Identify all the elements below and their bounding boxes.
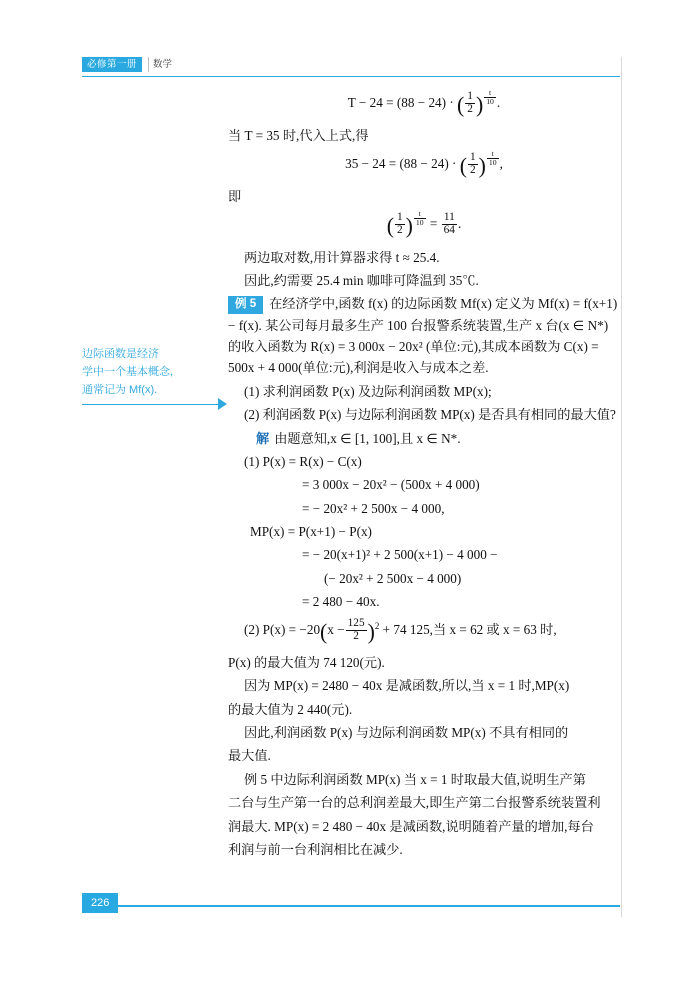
margin-note-line-1: 边际函数是经济 — [82, 348, 159, 360]
line-logarithm: 两边取对数,用计算器求得 t ≈ 25.4. — [244, 249, 440, 265]
closing-note-line-2: 二台与生产第一台的总利润差最大,即生产第二台报警系统装置利 — [228, 795, 601, 811]
closing-note-line-1: 例 5 中边际利润函数 MP(x) 当 x = 1 时取最大值,说明生产第 — [244, 771, 586, 787]
paren-close: ) — [478, 153, 486, 178]
line-substitute: 当 T = 35 时,代入上式,得 — [228, 128, 369, 144]
solution-part2-line-4: 的最大值为 2 440(元). — [228, 701, 353, 717]
header-subject-label: 数学 — [148, 57, 176, 72]
solution-line-1: (1) P(x) = R(x) − C(x) — [244, 453, 362, 469]
solution-line-2: = 3 000x − 20x² − (500x + 4 000) — [302, 477, 480, 493]
closing-note-line-4: 利润与前一台利润相比在减少. — [228, 841, 403, 857]
main-content — [228, 88, 620, 862]
paren-open: ( — [457, 93, 465, 117]
solution-part2-line-5: 因此,利润函数 P(x) 与边际利润函数 MP(x) 不具有相同的 — [244, 725, 569, 740]
equation-2: 35 − 24 = (88 − 24) · ( $\frac{1}{2}$ ) $^{\frac{t}{10}}$ , — [228, 149, 620, 184]
fraction-half: $\frac{1}{2}$ — [396, 211, 403, 237]
paren-close: ) — [475, 93, 484, 117]
margin-note-line-2: 学中一个基本概念, — [82, 365, 174, 378]
solution-part2-line-3: 因为 MP(x) = 2480 − 40x 是减函数,所以,当 x = 1 时,MP(x) — [244, 678, 570, 694]
paren-open: ( — [386, 214, 394, 239]
margin-note-leader-line — [82, 404, 220, 405]
solution-part2-line-2: P(x) 的最大值为 74 120(元). — [228, 654, 385, 670]
right-margin-rule — [621, 57, 622, 917]
exponent: t 10 — [488, 148, 497, 167]
solution-line-4: MP(x) = P(x+1) − P(x) — [250, 524, 372, 540]
paren-open: ( — [320, 619, 328, 644]
solution-label: 解 — [256, 430, 270, 446]
example-number-badge: 例 5 — [228, 296, 263, 313]
margin-note-arrow-icon — [218, 398, 227, 410]
exponent: t 10 — [415, 209, 424, 228]
example-5-heading — [228, 293, 620, 379]
footer-divider — [82, 905, 620, 907]
paren-close: ) — [367, 619, 375, 644]
paren-close: ) — [405, 214, 413, 239]
line-ji: 即 — [228, 188, 242, 204]
solution-given: 解 由题意知,x ∈ [1, 100],且 x ∈ N*. — [256, 430, 461, 446]
example-5-statement: 在经济学中,函数 f(x) 的边际函数 Mf(x) 定义为 Mf(x) = f(x+1) − f(x). 某公司每月最多生产 100 台报警系统装置,生产 x 台(x ∈ N*)的收入函数为 R(x) = 3 000x − 20x² (单位:元),其成本函数为 C(x) = 500x + 4 000(单位:元),利润是收入与成本之差. — [228, 296, 618, 376]
closing-note-line-3: 润最大. MP(x) = 2 480 − 40x 是减函数,说明随着产量的增加,每台 — [228, 818, 594, 834]
page-header — [82, 57, 176, 72]
exponent: t 10 — [486, 88, 494, 107]
fraction-half: $\frac{1}{2}$ — [467, 90, 473, 115]
solution-line-5: = − 20(x+1)² + 2 500(x+1) − 4 000 − — [302, 547, 498, 563]
header-divider — [82, 76, 620, 77]
solution-line-7: = 2 480 − 40x. — [302, 594, 380, 610]
equation-1: T − 24 = (88 − 24) · ( $\frac{1}{2}$ ) $^{\frac{t}{10}}$ . — [228, 88, 620, 123]
margin-note-line-3: 通常记为 Mf(x). — [82, 383, 158, 396]
example-question-2: (2) 利润函数 P(x) 与边际利润函数 MP(x) 是否具有相同的最大值? — [244, 407, 616, 423]
example-question-1: (1) 求利润函数 P(x) 及边际利润函数 MP(x); — [244, 383, 492, 399]
header-volume-badge: 必修第一册 — [82, 57, 142, 72]
page-number-badge: 226 — [82, 893, 118, 913]
solution-line-3: = − 20x² + 2 500x − 4 000, — [302, 500, 445, 516]
margin-note — [82, 346, 212, 399]
fraction-eleven-sixtyfour: $\frac{11}{64}$ — [443, 211, 455, 237]
line-conclusion: 因此,约需要 25.4 min 咖啡可降温到 35℃. — [244, 272, 479, 288]
fraction-half: $\frac{1}{2}$ — [469, 150, 476, 176]
fraction-125-2: $\frac{125}{2}$ — [347, 616, 365, 642]
solution-line-6: (− 20x² + 2 500x − 4 000) — [324, 570, 462, 586]
solution-part2-line-6: 最大值. — [228, 748, 271, 764]
equation-3: ( $\frac{1}{2}$ ) $^{\frac{t}{10}}$ = $\frac{11}{64}$ . — [228, 209, 620, 244]
exponent-two: 2 — [374, 620, 380, 631]
solution-part2-line-1: (2) P(x) = −20(x − $\frac{125}{2}$ )$^2$ + 74 125,当 x = 62 或 x = 63 时, — [228, 615, 620, 650]
paren-open: ( — [459, 153, 467, 178]
